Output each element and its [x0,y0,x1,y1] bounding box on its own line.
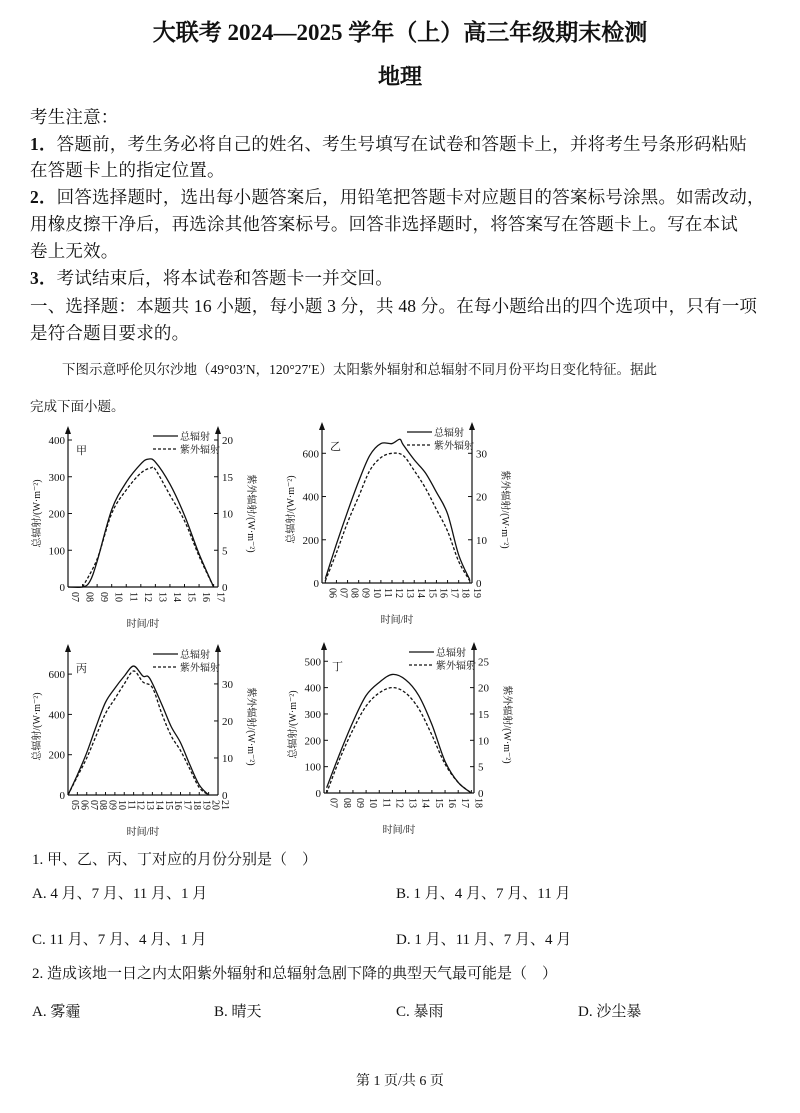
y2-tick-label: 20 [476,491,487,504]
notice-line [30,265,393,290]
x-tick-label: 13 [156,592,168,602]
x-tick-label: 10 [112,592,124,602]
y2-axis-label: 紫外辐射/(W·m⁻²) [245,687,256,766]
x-tick-label: 11 [381,588,393,598]
legend-label: 总辐射 [436,648,466,659]
notice-text: 用橡皮擦干净后，再选涂其他答案标号。回答非选择题时，将答案写在答题卡上。写在本试 [30,214,738,234]
x-tick-label: 17 [181,800,193,810]
y2-tick-label: 30 [222,678,233,691]
legend-label: 总辐射 [180,650,210,661]
x-tick-label: 20 [209,800,221,810]
y-tick-label: 0 [59,790,65,802]
panel-label: 乙 [330,441,341,453]
x-tick-label: 07 [87,800,99,810]
y-tick-label: 400 [48,709,65,722]
y-tick-label: 400 [48,435,65,447]
y-axis-label: 总辐射/(W·m⁻²) [286,475,297,544]
left-axis-arrow-icon [319,422,325,430]
chart-ding [284,638,524,838]
x-tick-label: 12 [393,798,405,808]
right-axis-arrow-icon [215,426,221,434]
y-tick-label: 0 [315,788,321,800]
x-tick-label: 09 [98,592,110,602]
y-axis-label: 总辐射/(W·m⁻²) [288,690,299,759]
x-tick-label: 09 [106,800,118,810]
intro-text-cont: 完成下面小题。 [30,399,125,414]
x-tick-label: 16 [200,592,212,602]
x-tick-label: 15 [432,798,444,808]
x-tick-label: 05 [69,800,80,810]
notice-heading: 考生注意： [30,107,119,127]
y2-tick-label: 0 [222,582,228,594]
y2-tick-label: 20 [478,682,489,695]
panel-label: 甲 [76,445,87,457]
y-tick-label: 200 [48,749,65,762]
y-tick-label: 200 [304,735,321,748]
y-tick-label: 300 [304,708,321,721]
y2-tick-label: 0 [476,578,482,590]
x-tick-label: 13 [406,798,418,808]
right-axis-arrow-icon [215,644,221,652]
uv-radiation-line [68,671,209,795]
y2-tick-label: 20 [222,715,233,728]
x-tick-label: 08 [97,800,109,810]
x-tick-label: 08 [340,798,352,808]
y-tick-label: 400 [302,491,319,504]
chart-yi [282,418,522,628]
x-tick-label: 15 [426,588,438,598]
x-tick-label: 18 [190,800,202,810]
notice-number: 1． [30,134,57,154]
y2-tick-label: 0 [222,790,228,802]
right-axis-arrow-icon [471,642,477,650]
left-axis-arrow-icon [321,642,327,650]
x-axis-label: 时间/时 [126,619,160,630]
exam-title: 大联考 2024—2025 学年（上）高三年级期末检测 [152,20,648,45]
y2-tick-label: 5 [478,761,484,774]
notice-text: 答题前，考生务必将自己的姓名、考生号填写在试卷和答题卡上，并将考生号条形码粘贴 [56,134,747,154]
x-tick-label: 08 [83,592,95,602]
question-2-option-b[interactable]: B. 晴天 [214,1004,262,1020]
legend-label: 紫外辐射 [436,661,476,672]
x-tick-label: 16 [172,800,184,810]
y2-tick-label: 10 [478,735,489,748]
x-tick-label: 06 [326,588,338,598]
notice-line [30,238,119,263]
y2-tick-label: 10 [222,752,233,765]
notice-text: 考试结束后，将本试卷和答题卡一并交回。 [56,268,393,288]
legend-label: 总辐射 [434,428,464,439]
x-tick-label: 15 [162,800,174,810]
x-tick-label: 07 [327,798,339,808]
notice-text: 卷上无效。 [30,241,119,261]
panel-label: 丁 [332,661,343,673]
y2-axis-label: 紫外辐射/(W·m⁻²) [501,685,512,764]
x-tick-label: 13 [144,800,155,810]
y-tick-label: 200 [302,534,319,547]
x-tick-label: 08 [348,588,360,598]
x-tick-label: 12 [141,592,153,602]
question-1-option-c[interactable]: C. 11 月、7 月、4 月、1 月 [32,932,207,948]
question-1-option-d[interactable]: D. 1 月、11 月、7 月、4 月 [396,932,572,948]
x-tick-label: 11 [380,798,392,808]
question-2-option-c[interactable]: C. 暴雨 [396,1004,444,1020]
y-tick-label: 500 [304,656,321,669]
y-tick-label: 100 [48,545,65,558]
left-axis-arrow-icon [65,426,71,434]
y2-tick-label: 20 [222,435,233,447]
x-tick-label: 11 [125,800,137,810]
x-tick-label: 13 [404,588,416,598]
x-axis-label: 时间/时 [380,615,414,626]
x-tick-label: 15 [185,592,197,602]
x-tick-label: 12 [393,588,404,598]
x-tick-label: 18 [472,798,484,808]
x-axis-label: 时间/时 [382,825,416,836]
x-tick-label: 07 [69,592,80,602]
uv-radiation-line [327,688,472,793]
question-1-stem: 1. 甲、乙、丙、丁对应的月份分别是（ ） [32,852,318,868]
total-radiation-line [68,666,209,795]
total-radiation-line [327,674,472,793]
y2-tick-label: 15 [222,471,233,484]
x-axis-label: 时间/时 [126,827,160,838]
y-tick-label: 0 [313,578,319,590]
x-tick-label: 10 [370,588,382,598]
x-tick-label: 09 [353,798,365,808]
x-tick-label: 16 [446,798,458,808]
y-tick-label: 200 [48,508,65,521]
left-axis-arrow-icon [65,644,71,652]
y2-tick-label: 30 [476,448,487,461]
question-1-option-a[interactable]: A. 4 月、7 月、11 月、1 月 [32,886,208,902]
y-axis-label: 总辐射/(W·m⁻²) [32,692,43,761]
x-tick-label: 17 [214,592,226,602]
x-tick-label: 17 [448,588,460,598]
y-axis-label: 总辐射/(W·m⁻²) [32,479,43,548]
y-tick-label: 600 [302,448,319,461]
x-tick-label: 17 [459,798,471,808]
question-1-option-b[interactable]: B. 1 月、4 月、7 月、11 月 [396,886,571,902]
page-number: 第 1 页/共 6 页 [356,1074,444,1089]
question-2-stem: 2. 造成该地一日之内太阳紫外辐射和总辐射急剧下降的典型天气最可能是（ ） [32,966,558,982]
total-radiation-line [325,439,469,580]
chart-jia [28,422,268,632]
y-tick-label: 100 [304,761,321,774]
notice-text: 在答题卡上的指定位置。 [30,160,225,180]
notice-line [30,184,765,209]
y2-tick-label: 10 [476,534,487,547]
legend-label: 紫外辐射 [180,445,220,456]
y2-axis-label: 紫外辐射/(W·m⁻²) [245,474,256,553]
chart-bing [28,640,268,840]
legend-label: 紫外辐射 [434,441,474,452]
section-heading: 一、选择题：本题共 16 小题，每小题 3 分，共 48 分。在每小题给出的四个选项中，只有一项 [30,296,758,316]
total-radiation-line [68,459,214,588]
subject-title: 地理 [377,64,422,89]
intro-text: 下图示意呼伦贝尔沙地（49°03′N，120°27′E）太阳紫外辐射和总辐射不同月份平均日变化特征。据此 [62,362,657,377]
y-tick-label: 400 [304,682,321,695]
x-tick-label: 14 [415,588,427,598]
legend-label: 紫外辐射 [180,663,220,674]
x-tick-label: 14 [153,800,165,810]
y2-tick-label: 0 [478,788,484,800]
x-tick-label: 14 [419,798,431,808]
x-tick-label: 10 [115,800,127,810]
x-tick-label: 10 [367,798,379,808]
y2-tick-label: 25 [478,656,489,669]
x-tick-label: 21 [219,800,230,810]
uv-radiation-line [83,467,214,587]
y2-tick-label: 15 [478,708,489,721]
y-tick-label: 600 [48,669,65,682]
x-tick-label: 19 [200,800,212,810]
y-tick-label: 0 [59,582,65,594]
notice-number: 3． [30,268,57,288]
notice-text: 回答选择题时，选出每小题答案后，用铅笔把答题卡对应题目的答案标号涂黑。如需改动， [56,187,765,207]
notice-line [30,131,747,156]
x-tick-label: 07 [337,588,349,598]
notice-line [30,211,738,236]
x-tick-label: 14 [170,592,182,602]
y2-tick-label: 5 [222,545,228,558]
x-tick-label: 16 [437,588,449,598]
x-tick-label: 12 [134,800,146,810]
notice-line [30,157,225,182]
notice-number: 2． [30,187,57,207]
y2-tick-label: 10 [222,508,233,521]
right-axis-arrow-icon [469,422,475,430]
x-tick-label: 06 [78,800,90,810]
x-tick-label: 09 [359,588,371,598]
x-tick-label: 19 [470,588,482,598]
x-tick-label: 18 [459,588,471,598]
question-2-option-d[interactable]: D. 沙尘暴 [578,1004,642,1020]
question-2-option-a[interactable]: A. 雾霾 [32,1004,81,1020]
x-tick-label: 11 [127,592,139,602]
legend-label: 总辐射 [180,432,210,443]
section-heading-cont: 是符合题目要求的。 [30,323,190,343]
y-tick-label: 300 [48,471,65,484]
y2-axis-label: 紫外辐射/(W·m⁻²) [499,470,510,549]
panel-label: 丙 [76,663,87,675]
